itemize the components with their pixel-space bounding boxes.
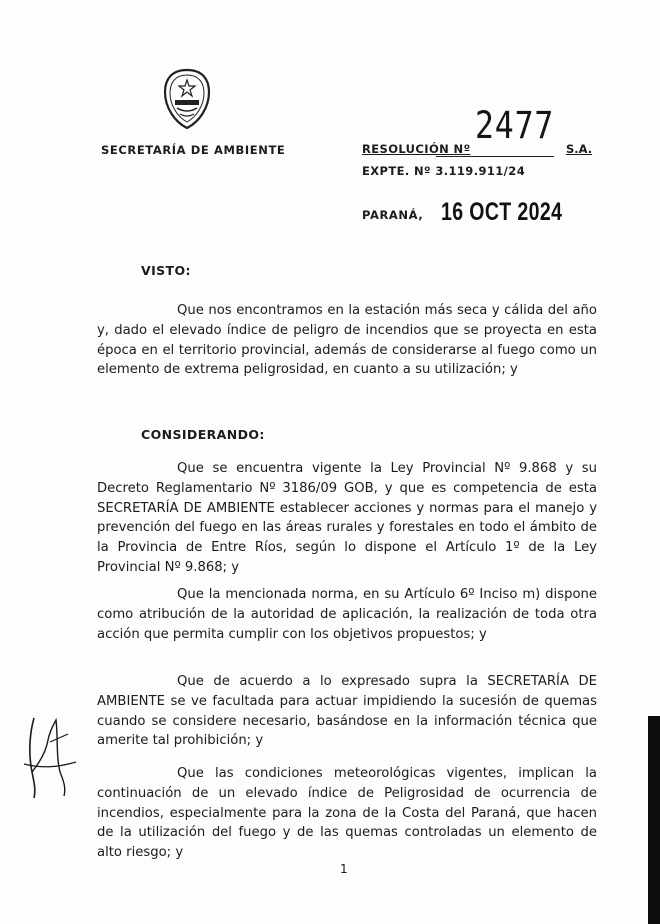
visto-heading: VISTO: (141, 263, 191, 278)
resolution-label: RESOLUCIÓN Nº (362, 142, 471, 156)
considerando-paragraph: Que se encuentra vigente la Ley Provincial Nº 9.868 y su Decreto Reglamentario Nº 3186/09 GOB, y que es competencia de esta SECRETARÍA DE AMBIENTE establecer acciones y normas para el manejo y prevención del fuego en las áreas rurales y forestales en todo el ámbito de la Provincia de Entre Ríos, según lo dispone el Artículo 1º de la Ley Provincial Nº 9.868; y (97, 461, 597, 575)
resolution-underline (436, 156, 554, 157)
issue-city: PARANÁ, (362, 208, 424, 222)
visto-paragraph: Que nos encontramos en la estación más seca y cálida del año y, dado el elevado índice de peligro de incendios que se proyecta en esta época en el territorio provincial, además de considerarse al fuego como un elemento de extrema peligrosidad, en cuanto a su utilización; y (97, 303, 597, 378)
scan-edge-shadow (648, 716, 660, 924)
issue-date-stamp: 16 OCT 2024 (441, 198, 563, 226)
considerando-paragraph: Que las condiciones meteorológicas vigentes, implican la continuación de un elevado índice de Peligrosidad de ocurrencia de incendios, especialmente para la zona de la Costa del Paraná, que hacen de la utilización del fuego y de las quemas controladas un elemento de alto riesgo; y (97, 766, 597, 861)
resolution-number: 2477 (475, 104, 555, 147)
considerando-paragraph: Que de acuerdo a lo expresado supra la SECRETARÍA DE AMBIENTE se ve facultada para actuar impidiendo la sucesión de quemas cuando se considere necesario, basándose en la información técnica que amerite tal prohibición; y (97, 674, 597, 749)
page-number: 1 (340, 862, 348, 876)
expediente-number: EXPTE. Nº 3.119.911/24 (362, 164, 526, 178)
considerando-heading: CONSIDERANDO: (141, 427, 265, 442)
provincial-seal-icon (163, 68, 211, 130)
considerando-paragraph: Que la mencionada norma, en su Artículo 6º Inciso m) dispone como atribución de la autoridad de aplicación, la realización de toda otra acción que permita cumplir con los objetivos propuestos; y (97, 587, 597, 642)
resolution-suffix: S.A. (566, 142, 593, 156)
margin-initials-signature (20, 712, 80, 802)
organization-name: SECRETARÍA DE AMBIENTE (101, 143, 286, 157)
